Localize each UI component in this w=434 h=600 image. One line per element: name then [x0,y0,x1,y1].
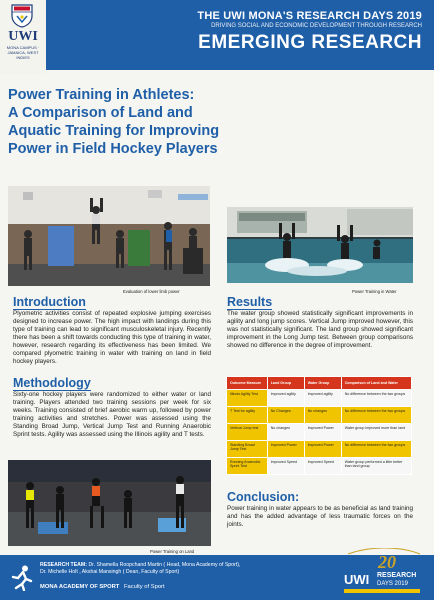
faculty-name: Faculty of Sport [123,584,165,590]
gym-scene-image [8,186,210,286]
table-cell: Improved Power [267,441,304,458]
research-days-badge [340,548,426,596]
research-team [40,562,240,576]
table-cell: Improved agility [267,390,304,407]
table-cell: No difference between the two groups [341,407,411,424]
table-cell: No difference between the two groups [341,441,411,458]
crest-icon [11,4,33,28]
table-cell: Improved Speed [304,458,341,475]
title-line: A Comparison of Land and [8,105,193,121]
photo-caption: Power Training in Water [352,289,397,294]
poster-title [8,86,308,158]
table-cell: No Changes [267,407,304,424]
table-header-row [227,377,412,390]
team-line [40,562,240,569]
uwi-logo [0,0,46,74]
introduction-heading: Introduction [13,295,86,309]
logo-text: UWI [8,29,38,44]
table-cell: Vertical Jump test [227,424,268,441]
badge-research: RESEARCH [377,572,417,579]
badge-uwi: UWI [344,572,370,587]
introduction-text: Plyometric activities consist of repeated explosive jumping exercises designed to increase power. The high impact with landings during this type of training can lead to significant musculoskeletal injury. Recently there has been a shift towards conducting this type of training in water, however, research regarding its effectiveness has been limited. We compared plyometric training in water with training on land in field hockey players. [13,310,211,365]
methodology-heading: Methodology [13,376,91,390]
pool-scene-image [227,207,413,283]
title-line: Aquatic Training for Improving [8,123,220,139]
title-line: Power Training in Athletes: [8,87,195,103]
team-line: Dr. Michelle Holt , Akshai Mansingh ( Dean, Faculty of Sport) [40,569,180,575]
results-text: The water group showed statistically significant improvements in agility and long jump scores. Vertical Jump improved however, this was not statistically significant. The land group showed significant improvement in the Long Jump test. Between group comparisons showed no difference in the degree of improvement. [227,310,413,349]
table-row [227,424,412,441]
table-header-cell: Comparison of Land and Water [341,377,411,390]
table-header-cell: Land Group [267,377,304,390]
table-cell: Improved Power [304,441,341,458]
table-row [227,390,412,407]
table-cell: Illinois Agility Test [227,390,268,407]
academy-line [40,584,165,590]
table-cell: Running Anaerobic Sprint Test [227,458,268,475]
table-cell: T Test for agility [227,407,268,424]
table-header-cell: Water Group [304,377,341,390]
photo-land-training [8,460,211,546]
results-heading: Results [227,295,273,309]
photo-caption: Power Training on Land [150,549,195,554]
methodology-text: Sixty-one hockey players were randomized to either water or land training. Players attended two training sessions per week for six weeks. Training consisted of brief aerobic warm up, followed by power training activities and stretches. Power was assessed using the Standing Broad Jump, Vertical Jump Test and Running Anaerobic Sprint tests. Agility was assessed using the Illinois agility and T tests. [13,391,211,438]
badge-number: 20 [378,552,396,572]
conclusion-heading: Conclusion: [227,490,300,504]
table-cell: Improved Speed [267,458,304,475]
title-line: Power in Field Hockey Players [8,141,218,157]
photo-lower-limb-power [8,186,210,286]
runner-icon [10,565,34,591]
table-row [227,407,412,424]
table-cell: Improved agility [304,390,341,407]
land-scene-image [8,460,211,546]
table-cell: No changes [267,424,304,441]
campus-text: MONA CAMPUS · JAMAICA, WEST INDIES [6,45,40,60]
badge-days: DAYS 2019 [377,581,408,587]
banner-title: EMERGING RESEARCH [198,32,422,53]
academy-name: MONA ACADEMY OF SPORT [40,584,120,590]
table-cell: Improved Power [304,424,341,441]
results-table [226,376,412,475]
photo-water-training [227,207,413,283]
table-cell: Water group performed a little better than land group [341,458,411,475]
team-label: RESEARCH TEAM: [40,562,87,568]
conclusion-text: Power training in water appears to be as beneficial as land training and has the added advantage of less traumatic forces on the joints. [227,505,413,528]
event-subtitle: DRIVING SOCIAL AND ECONOMIC DEVELOPMENT THROUGH RESEARCH [211,23,422,29]
table-cell: Standing Broad Jump Test [227,441,268,458]
team-members: Dr. Shamella Roopchand Martin ( Head, Mona Academy of Sport), [88,562,241,568]
photo-caption: Evaluation of lower limb power [123,289,180,294]
table-header-cell: Outcome Measure [227,377,268,390]
table-cell: No changes [304,407,341,424]
table-row [227,458,412,475]
event-title: THE UWI MONA'S RESEARCH DAYS 2019 [197,10,422,22]
table-cell: No difference between the two groups [341,390,411,407]
table-row [227,441,412,458]
table-cell: Water group improved more than land [341,424,411,441]
